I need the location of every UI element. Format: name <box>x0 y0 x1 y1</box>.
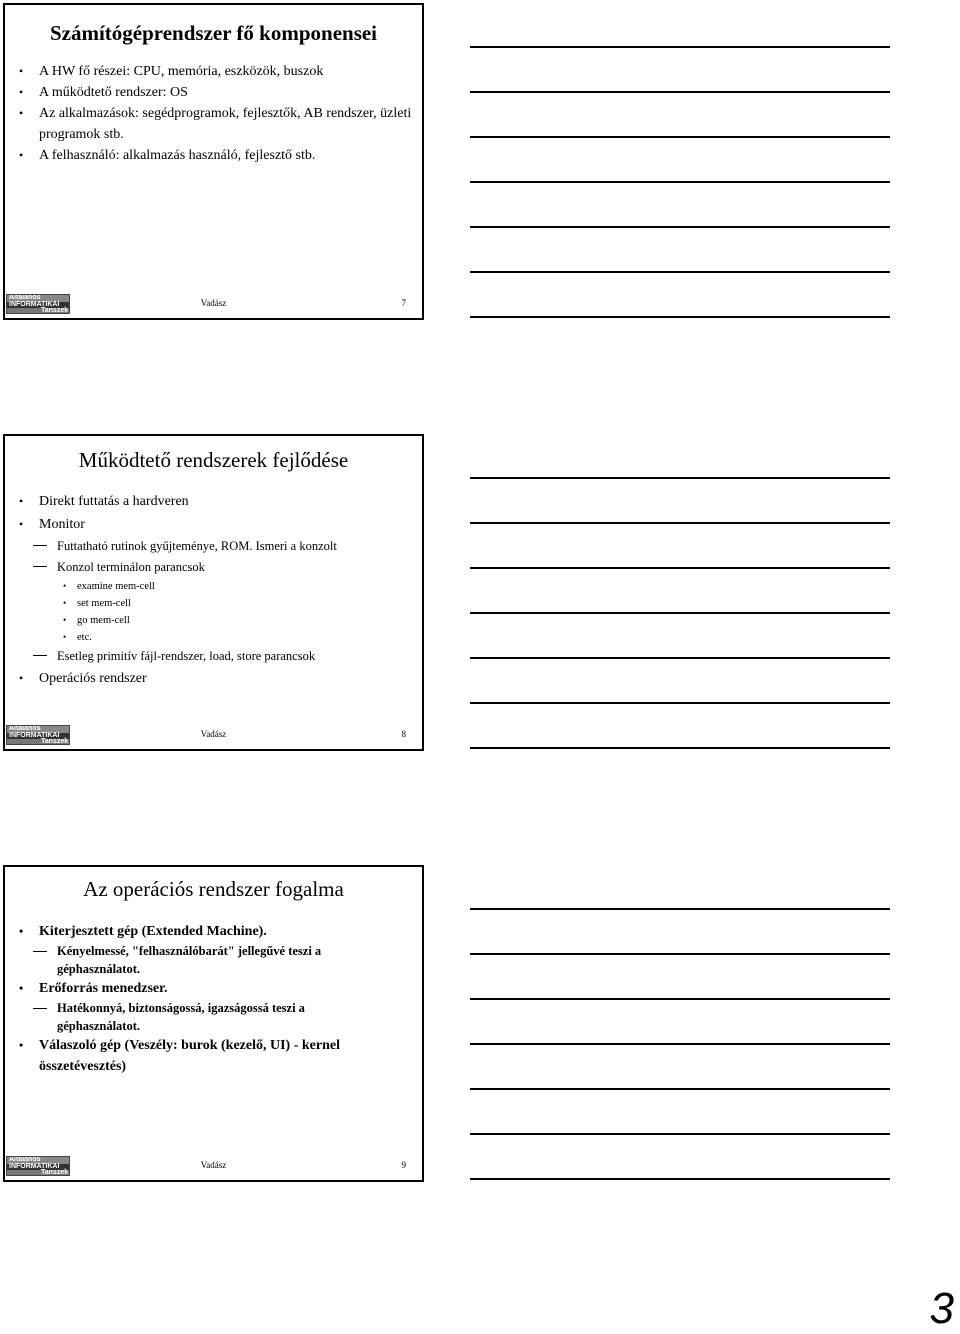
slide-footer <box>5 1154 422 1176</box>
department-logo: Altalanos INFORMATIKAI Tanszek <box>6 294 70 314</box>
sub-bullet-item: Kényelmessé, "felhasználóbarát" jellegűvé teszi a géphasználatot. <box>17 942 414 978</box>
bullet-item: • A működtető rendszer: OS <box>17 82 414 103</box>
department-logo: Altalanos INFORMATIKAI Tanszek <box>6 725 70 745</box>
slide-footer <box>5 723 422 745</box>
footer-author: Vadász <box>200 729 227 739</box>
slide-title: Működtető rendszerek fejlődése <box>78 448 349 472</box>
footer-page-number: 8 <box>401 729 406 739</box>
sub-bullet-item: Futtatható rutinok gyűjteménye, ROM. Ismeri a konzolt <box>17 536 414 557</box>
bullet-item: • Direkt futtatás a hardveren <box>17 490 414 513</box>
sub-bullet-item: Esetleg primitív fájl-rendszer, load, store parancsok <box>17 646 414 667</box>
notes-lines-3 <box>470 908 890 1188</box>
department-logo: Altalanos INFORMATIKAI Tanszek <box>6 1156 70 1176</box>
footer-page-number: 7 <box>401 298 406 308</box>
sub-sub-bullet-item: • examine mem-cell <box>17 578 414 595</box>
sub-bullet-item: Konzol terminálon parancsok <box>17 557 414 578</box>
bullet-item: • Az alkalmazások: segédprogramok, fejlesztők, AB rendszer, üzleti programok stb. <box>17 103 414 145</box>
slide-title: Az operációs rendszer fogalma <box>83 877 344 901</box>
bullet-item: • Monitor <box>17 513 414 536</box>
slide-bullets <box>17 490 414 690</box>
sub-sub-bullet-item: • go mem-cell <box>17 612 414 629</box>
sub-sub-bullet-item: • etc. <box>17 629 414 646</box>
slide-bullets <box>17 921 414 1077</box>
slide-1 <box>3 3 424 320</box>
notes-lines-2 <box>470 477 890 757</box>
slide-footer <box>5 292 422 314</box>
bullet-item: • Operációs rendszer <box>17 667 414 690</box>
sub-bullet-item: Hatékonnyá, biztonságossá, igazságossá teszi a géphasználatot. <box>17 999 414 1035</box>
sheet-page-number: 3 <box>929 1284 954 1333</box>
bullet-item: • Kiterjesztett gép (Extended Machine). <box>17 921 414 942</box>
bullet-item: • A HW fő részei: CPU, memória, eszközök, buszok <box>17 61 414 82</box>
slide-2 <box>3 434 424 751</box>
slide-3 <box>3 865 424 1182</box>
sub-sub-bullet-item: • set mem-cell <box>17 595 414 612</box>
notes-lines-1 <box>470 46 890 326</box>
footer-author: Vadász <box>200 298 227 308</box>
footer-author: Vadász <box>200 1160 227 1170</box>
slide-bullets <box>17 61 414 166</box>
bullet-item: • Válaszoló gép (Veszély: burok (kezelő, UI) - kernel összetévesztés) <box>17 1035 414 1077</box>
bullet-item: • Erőforrás menedzser. <box>17 978 414 999</box>
bullet-item: • A felhasználó: alkalmazás használó, fejlesztő stb. <box>17 145 414 166</box>
footer-page-number: 9 <box>401 1160 406 1170</box>
slide-title: Számítógéprendszer fő komponensei <box>49 21 378 45</box>
